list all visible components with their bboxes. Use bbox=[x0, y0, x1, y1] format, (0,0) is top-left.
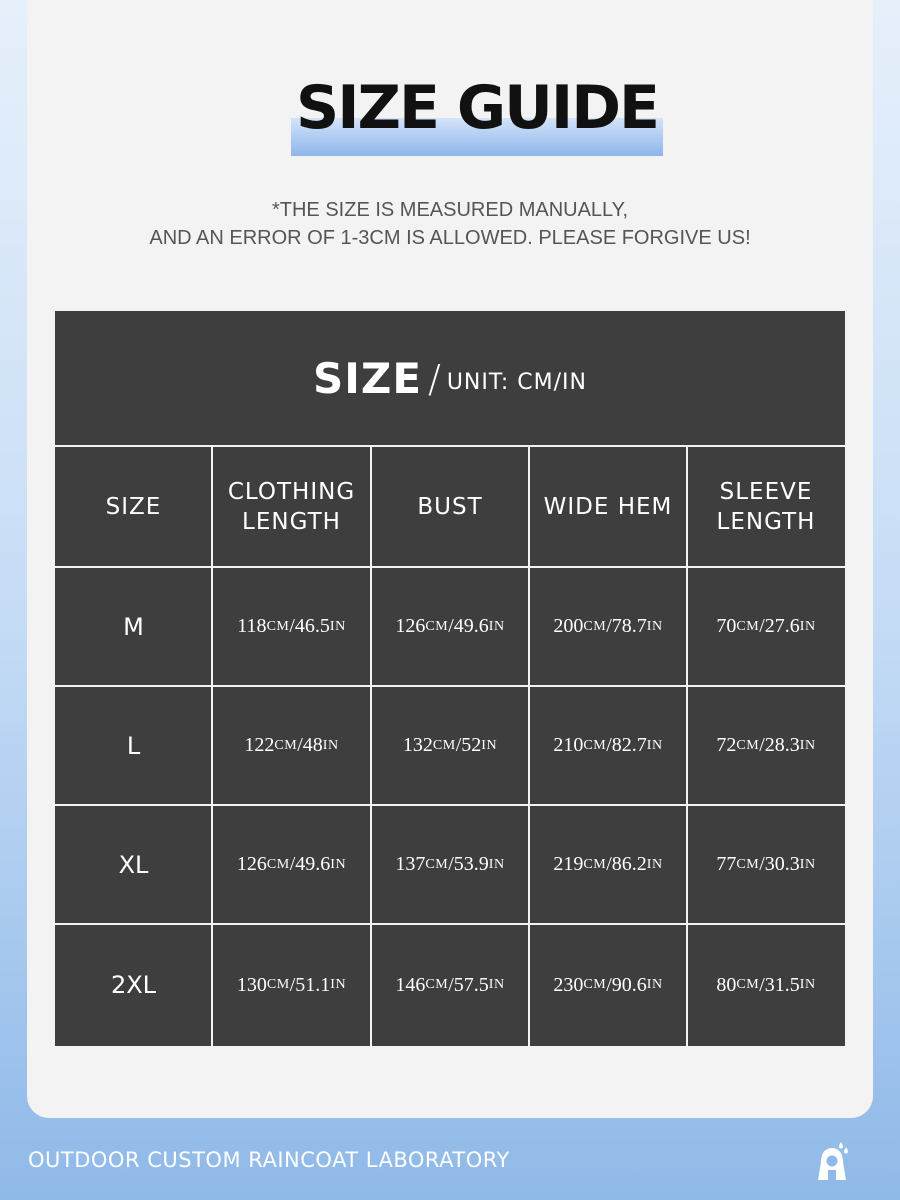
column-header bbox=[55, 446, 212, 567]
grid-line-vertical bbox=[370, 446, 372, 1046]
unit-cm: CM bbox=[736, 856, 760, 872]
measurement-cell bbox=[371, 567, 529, 686]
value-separator: / bbox=[606, 973, 612, 996]
value-cm: 126 bbox=[395, 615, 426, 637]
column-header-line-2: LENGTH bbox=[716, 508, 816, 535]
value-separator: / bbox=[759, 734, 765, 756]
value-cm: 130 bbox=[236, 973, 267, 996]
value-separator: / bbox=[606, 853, 612, 875]
value-in: 27.6 bbox=[764, 615, 800, 637]
unit-cm: CM bbox=[425, 856, 449, 872]
measurement-cell bbox=[212, 567, 371, 686]
unit-cm: CM bbox=[266, 618, 290, 634]
unit-cm: CM bbox=[583, 977, 607, 992]
grid-line-vertical bbox=[528, 446, 530, 1046]
value-cm: 137 bbox=[395, 853, 426, 875]
size-label: XL bbox=[118, 850, 149, 879]
value-in: 90.6 bbox=[611, 973, 647, 996]
table-title bbox=[55, 311, 845, 446]
grid-line-horizontal bbox=[55, 685, 845, 687]
value-separator: / bbox=[289, 973, 296, 996]
value-in: 49.6 bbox=[295, 853, 331, 875]
note-line-1: *THE SIZE IS MEASURED MANUALLY, bbox=[271, 199, 628, 221]
unit-cm: CM bbox=[274, 737, 298, 753]
value-separator: / bbox=[759, 853, 765, 875]
measurement-cell bbox=[371, 924, 529, 1046]
grid-line-horizontal bbox=[55, 804, 845, 806]
unit-cm: CM bbox=[736, 618, 760, 634]
value-in: 48 bbox=[302, 734, 323, 756]
value-separator: / bbox=[455, 734, 462, 756]
column-header bbox=[687, 446, 845, 567]
value-in: 28.3 bbox=[764, 734, 800, 756]
table-title-size: SIZE bbox=[312, 354, 423, 403]
measurement-cell bbox=[212, 924, 371, 1046]
value-in: 30.3 bbox=[764, 853, 800, 875]
value-separator: / bbox=[448, 973, 454, 996]
value-in: 78.7 bbox=[611, 615, 647, 637]
value-separator: / bbox=[759, 615, 765, 637]
column-header-line-1: BUST bbox=[417, 493, 483, 520]
page-title: SIZE GUIDE bbox=[295, 73, 658, 143]
measurement-cell bbox=[687, 924, 845, 1046]
column-header-text bbox=[417, 492, 482, 522]
table-title-slash: / bbox=[428, 356, 441, 401]
unit-in: IN bbox=[799, 856, 816, 872]
unit-in: IN bbox=[488, 856, 505, 872]
grid-line-horizontal bbox=[55, 445, 845, 447]
size-label: 2XL bbox=[110, 971, 157, 999]
value-cm: 126 bbox=[236, 853, 267, 875]
value-in: 57.5 bbox=[453, 973, 489, 996]
value-separator: / bbox=[606, 734, 612, 756]
column-header-text bbox=[106, 492, 162, 522]
value-in: 51.1 bbox=[295, 973, 331, 996]
value-in: 86.2 bbox=[611, 853, 647, 875]
raincoat-figure-icon bbox=[812, 1140, 852, 1188]
measurement-cell bbox=[371, 805, 529, 924]
column-header bbox=[212, 446, 371, 567]
value-in: 49.6 bbox=[453, 615, 489, 637]
column-header bbox=[371, 446, 529, 567]
measurement-note bbox=[0, 196, 900, 252]
measurement-cell bbox=[371, 686, 529, 805]
grid-line-vertical bbox=[686, 446, 688, 1046]
unit-in: IN bbox=[646, 618, 663, 634]
size-label: L bbox=[126, 731, 141, 760]
unit-cm: CM bbox=[266, 977, 290, 992]
note-line-2: AND AN ERROR OF 1-3CM IS ALLOWED. PLEASE FORGIVE US! bbox=[149, 227, 751, 249]
value-in: 82.7 bbox=[611, 734, 647, 756]
column-header-text bbox=[717, 477, 816, 537]
unit-in: IN bbox=[488, 977, 505, 992]
value-separator: / bbox=[289, 615, 295, 637]
measurement-cell bbox=[687, 805, 845, 924]
value-cm: 80 bbox=[716, 973, 737, 996]
column-header-line-1: SIZE bbox=[105, 493, 162, 520]
column-header-text bbox=[544, 492, 673, 522]
measurement-cell bbox=[687, 567, 845, 686]
unit-cm: CM bbox=[736, 737, 760, 753]
column-header-line-2: LENGTH bbox=[242, 508, 341, 535]
value-separator: / bbox=[448, 615, 454, 637]
measurement-cell bbox=[212, 805, 371, 924]
measurement-cell bbox=[529, 805, 687, 924]
value-cm: 72 bbox=[716, 734, 737, 756]
column-header-line-1: SLEEVE bbox=[719, 478, 813, 505]
unit-in: IN bbox=[488, 618, 505, 634]
unit-cm: CM bbox=[583, 618, 607, 634]
column-header bbox=[529, 446, 687, 567]
unit-in: IN bbox=[329, 618, 346, 634]
unit-in: IN bbox=[646, 856, 663, 872]
unit-in: IN bbox=[799, 977, 816, 992]
table-unit-label: UNIT: CM/IN bbox=[446, 370, 588, 395]
unit-in: IN bbox=[481, 737, 498, 753]
grid-line-horizontal bbox=[55, 566, 845, 568]
value-separator: / bbox=[297, 734, 303, 756]
value-in: 31.5 bbox=[764, 973, 800, 996]
unit-cm: CM bbox=[583, 737, 607, 753]
size-table bbox=[55, 311, 845, 1046]
size-label: M bbox=[123, 612, 144, 641]
unit-in: IN bbox=[646, 977, 663, 992]
value-separator: / bbox=[448, 853, 454, 875]
measurement-cell bbox=[687, 686, 845, 805]
footer-brand: OUTDOOR CUSTOM RAINCOAT LABORATORY bbox=[28, 1148, 510, 1172]
grid-line-horizontal bbox=[55, 923, 845, 925]
column-header-line-1: WIDE HEM bbox=[543, 493, 673, 520]
value-cm: 132 bbox=[402, 734, 433, 756]
value-cm: 210 bbox=[553, 734, 584, 756]
measurement-cell bbox=[529, 924, 687, 1046]
value-cm: 146 bbox=[395, 973, 426, 996]
unit-cm: CM bbox=[425, 977, 449, 992]
value-cm: 77 bbox=[716, 853, 737, 875]
unit-in: IN bbox=[330, 856, 347, 872]
grid-line-vertical bbox=[211, 446, 213, 1046]
unit-cm: CM bbox=[736, 977, 760, 992]
measurement-cell bbox=[529, 567, 687, 686]
unit-cm: CM bbox=[425, 618, 449, 634]
unit-in: IN bbox=[330, 977, 347, 992]
size-grid bbox=[55, 446, 845, 1046]
unit-cm: CM bbox=[266, 856, 290, 872]
value-cm: 122 bbox=[244, 734, 275, 756]
column-header-text bbox=[228, 477, 355, 537]
value-separator: / bbox=[289, 853, 296, 875]
unit-cm: CM bbox=[432, 737, 456, 753]
title-block bbox=[291, 72, 663, 156]
value-cm: 219 bbox=[553, 853, 584, 875]
value-in: 52 bbox=[461, 734, 482, 756]
value-cm: 118 bbox=[237, 615, 267, 637]
value-separator: / bbox=[759, 973, 765, 996]
unit-in: IN bbox=[799, 618, 816, 634]
column-header-line-1: CLOTHING bbox=[227, 478, 356, 505]
value-cm: 70 bbox=[716, 615, 737, 637]
measurement-cell bbox=[212, 686, 371, 805]
measurement-cell bbox=[529, 686, 687, 805]
unit-in: IN bbox=[322, 737, 339, 753]
value-in: 53.9 bbox=[453, 853, 489, 875]
value-separator: / bbox=[606, 615, 612, 637]
unit-in: IN bbox=[646, 737, 663, 753]
value-cm: 230 bbox=[553, 973, 584, 996]
unit-in: IN bbox=[799, 737, 816, 753]
value-in: 46.5 bbox=[294, 615, 330, 637]
value-cm: 200 bbox=[553, 615, 584, 637]
unit-cm: CM bbox=[583, 856, 607, 872]
